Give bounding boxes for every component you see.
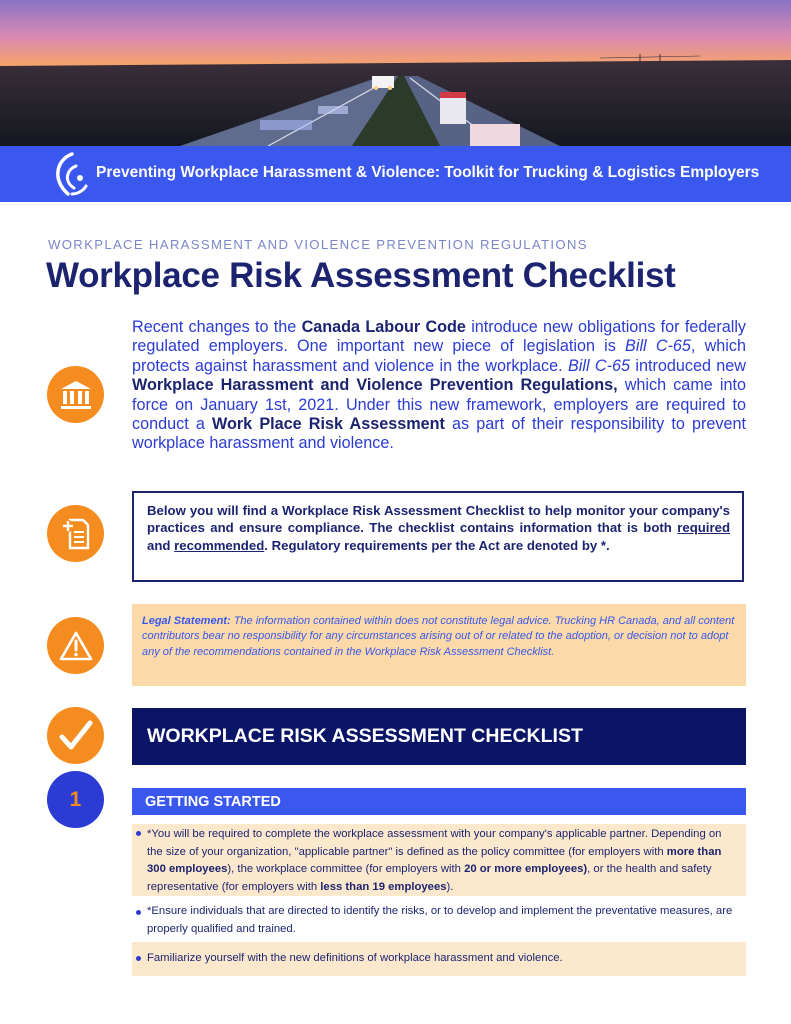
government-building-icon <box>47 366 104 423</box>
hero-highway-image <box>0 0 791 146</box>
list-item: *Ensure individuals that are directed to identify the risks, or to develop and implement the preventative measures, are properly qualified and trained. <box>132 903 746 939</box>
page-title: Workplace Risk Assessment Checklist <box>46 256 676 295</box>
bullet-icon <box>136 831 141 836</box>
checkmark-icon <box>47 707 104 764</box>
trucking-hr-logo-icon <box>50 150 90 198</box>
legal-statement-label: Legal Statement: <box>142 615 231 627</box>
warning-icon <box>47 617 104 674</box>
bullet-icon <box>136 910 141 915</box>
list-item: *You will be required to complete the workplace assessment with your company's applicable partner. Depending on the size of your organization, "applicable partner" is defined as the policy committee (for employers with more than 300 employees), the workplace committee (for employers with 20 or more employees), or the health and safety representative (for employers with less than 19 employees). <box>132 824 746 896</box>
checklist-heading: WORKPLACE RISK ASSESSMENT CHECKLIST <box>132 708 746 765</box>
section-number-badge: 1 <box>47 771 104 828</box>
list-item: Familiarize yourself with the new definitions of workplace harassment and violence. <box>132 942 746 976</box>
bullet-icon <box>136 956 141 961</box>
checklist-note-box: Below you will find a Workplace Risk Assessment Checklist to help monitor your company's practices and ensure compliance. The checklist contains information that is both required and recommended. Regulatory requirements per the Act are denoted by *. <box>132 491 744 582</box>
legal-statement: Legal Statement: The information contained within does not constitute legal advice. Trucking HR Canada, and all content contributors bear no responsibility for any circumstances arising out of or related to the adoption, or decision not to adopt any of the recommendations contained in the Workplace Risk Assessment Checklist. <box>132 604 746 686</box>
banner-title: Preventing Workplace Harassment & Violence: Toolkit for Trucking & Logistics Employers <box>96 164 760 181</box>
section-heading-getting-started: GETTING STARTED <box>132 788 746 815</box>
toolkit-banner <box>0 146 791 202</box>
add-document-icon <box>47 505 104 562</box>
document-kicker: WORKPLACE HARASSMENT AND VIOLENCE PREVENTION REGULATIONS <box>48 237 588 252</box>
canada-labour-code-text: Canada Labour Code <box>301 318 466 336</box>
intro-paragraph: Recent changes to the Canada Labour Code introduce new obligations for federally regulated employers. One important new piece of legislation is Bill C-65, which protects against harassment and violence in the workplace. Bill C-65 introduced new Workplace Harassment and Violence Prevention Regulations, which came into force on January 1st, 2021. Under this new framework, employers are required to conduct a Work Place Risk Assessment as part of their responsibility to prevent workplace harassment and violence. <box>132 318 747 453</box>
